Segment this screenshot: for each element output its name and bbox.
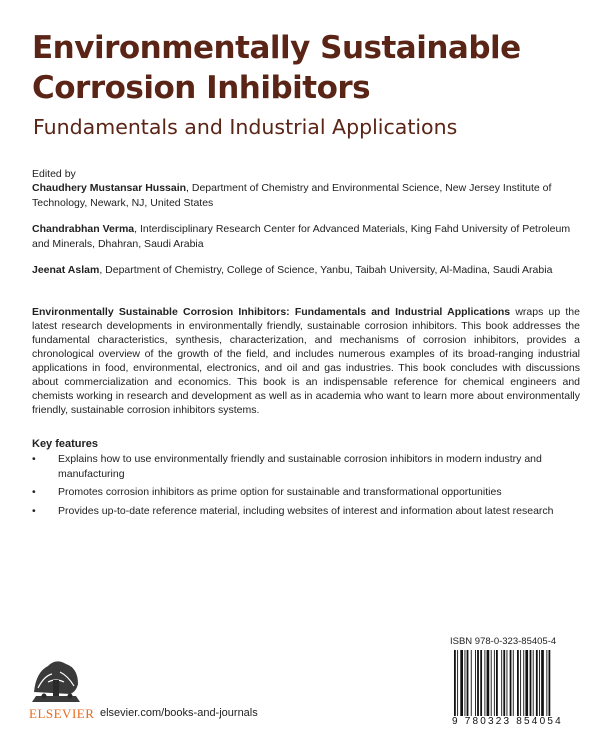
title-line-2: Corrosion Inhibitors: [32, 70, 371, 106]
editor-affiliation: , Department of Chemistry and Environmental Science, New Jersey Institute of Technology, Newark, NJ, United States: [32, 182, 552, 209]
edited-by-label: Edited by: [32, 168, 76, 180]
key-features-heading: Key features: [32, 438, 99, 450]
elsevier-tree-logo-icon: [30, 652, 82, 704]
editor-affiliation: , Interdisciplinary Research Center for Advanced Materials, King Fahd University of Petroleum and Minerals, Dhahran, Saudi Arabia: [32, 223, 571, 250]
editor-affiliation: , Department of Chemistry, College of Science, Yanbu, Taibah University, Al-Madina, Saudi Arabia: [99, 264, 553, 276]
editor-name: Chandrabhan Verma: [32, 223, 135, 235]
editor-name: Chaudhery Mustansar Hussain: [32, 182, 187, 194]
list-item: • Provides up-to-date reference material, including websites of interest and information about latest research: [32, 504, 572, 519]
book-subtitle: Fundamentals and Industrial Applications: [33, 115, 458, 139]
list-item: • Explains how to use environmentally friendly and sustainable corrosion inhibitors in modern industry and manufacturing: [32, 452, 572, 481]
editor-entry: [32, 181, 580, 210]
editor-entry: [32, 263, 580, 278]
barcode-icon: [452, 650, 582, 716]
description-title: Environmentally Sustainable Corrosion Inhibitors: Fundamentals and Industrial Applications: [32, 306, 511, 318]
publisher-url: elsevier.com/books-and-journals: [100, 707, 258, 719]
key-features-list: [32, 452, 572, 522]
editor-entry: [32, 222, 580, 251]
title-line-1: Environmentally Sustainable: [32, 30, 521, 66]
editor-name: Jeenat Aslam: [32, 264, 100, 276]
book-description: [32, 305, 580, 417]
isbn-label: ISBN 978-0-323-85405-4: [450, 636, 557, 647]
list-item: • Promotes corrosion inhibitors as prime option for sustainable and transformational opportunities: [32, 485, 572, 500]
book-title: [32, 28, 592, 108]
publisher-name: ELSEVIER: [29, 706, 95, 721]
barcode-digits: 9 780323 854054: [452, 716, 563, 727]
description-text: wraps up the latest research developments in environmentally friendly, sustainable corrosion inhibitors. This book addresses the fundamental characteristics, synthesis, characterization, and mechanisms of corrosion inhibitors, provides a chronological overview of the growth of the field, and includes numerous examples of its broad-ranging industrial applications in food, environmental, electronics, and oil and gas industries. This book concludes with discussions about commercialization and economics. This book is an indispensable reference for chemical engineers and chemists working in research and development as well as in academia who want to learn more about environmentally friendly, sustainable corrosion inhibitors systems.: [32, 306, 580, 416]
